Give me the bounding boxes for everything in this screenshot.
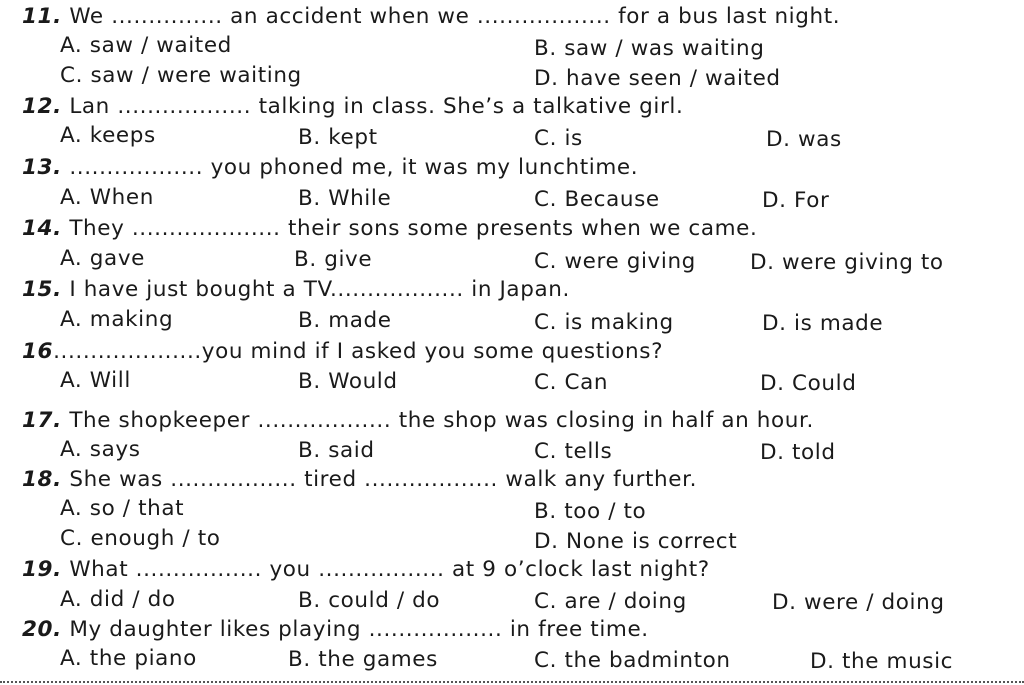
question-13 xyxy=(0,155,638,181)
option-b: B. give xyxy=(294,247,373,272)
option-b: B. kept xyxy=(298,125,378,150)
option-a: A. gave xyxy=(60,246,145,271)
option-d: D. the music xyxy=(810,649,954,674)
question-16 xyxy=(0,339,663,365)
question-text: .................. you phoned me, it was my lunchtime. xyxy=(69,155,639,180)
option-d: D. was xyxy=(766,127,842,152)
option-b: B. could / do xyxy=(298,588,441,613)
option-c: C. the badminton xyxy=(534,648,731,673)
question-number: 18. xyxy=(22,467,62,492)
question-text: ....................you mind if I asked you some questions? xyxy=(53,339,664,364)
option-d: D. were giving to xyxy=(750,250,944,275)
option-c: C. tells xyxy=(534,439,613,464)
option-b: B. said xyxy=(298,438,375,463)
option-c: C. Because xyxy=(534,187,660,212)
option-a: A. saw / waited xyxy=(60,33,232,58)
option-c: C. were giving xyxy=(534,249,696,274)
bottom-dotted-rule xyxy=(0,681,1024,683)
question-number: 13. xyxy=(22,155,62,180)
option-c: C. enough / to xyxy=(60,526,221,551)
option-a: A. says xyxy=(60,437,141,462)
question-18 xyxy=(0,467,697,493)
question-text: Lan .................. talking in class. She’s a talkative girl. xyxy=(69,94,684,119)
option-b: B. Would xyxy=(298,369,398,394)
option-c: C. is xyxy=(534,126,583,151)
option-c: C. is making xyxy=(534,310,674,335)
question-number: 17. xyxy=(22,408,62,433)
option-a: A. the piano xyxy=(60,646,197,671)
question-19 xyxy=(0,557,710,583)
question-number: 12. xyxy=(22,94,62,119)
option-a: A. keeps xyxy=(60,123,156,148)
question-11 xyxy=(0,4,840,30)
option-b: B. While xyxy=(298,186,392,211)
question-text: The shopkeeper .................. the shop was closing in half an hour. xyxy=(69,408,814,433)
question-text: We ............... an accident when we .................. for a bus last night. xyxy=(69,4,841,29)
option-c: C. are / doing xyxy=(534,589,687,614)
question-text: She was ................. tired .................. walk any further. xyxy=(69,467,697,492)
option-d: D. None is correct xyxy=(534,529,738,554)
question-text: I have just bought a TV.................. in Japan. xyxy=(69,277,570,302)
question-number: 14. xyxy=(22,216,62,241)
option-d: D. is made xyxy=(762,311,884,336)
question-text: What ................. you ................. at 9 o’clock last night? xyxy=(69,557,710,582)
option-d: D. told xyxy=(760,440,836,465)
option-b: B. saw / was waiting xyxy=(534,36,765,61)
question-14 xyxy=(0,216,757,242)
option-d: D. were / doing xyxy=(772,590,945,615)
option-b: B. too / to xyxy=(534,499,647,524)
question-number: 15. xyxy=(22,277,62,302)
option-a: A. Will xyxy=(60,368,131,393)
question-number: 11. xyxy=(22,4,62,29)
question-number: 20. xyxy=(22,617,62,642)
question-text: My daughter likes playing .................. in free time. xyxy=(69,617,649,642)
option-a: A. When xyxy=(60,185,154,210)
option-d: D. Could xyxy=(760,371,857,396)
question-17 xyxy=(0,408,814,434)
option-a: A. making xyxy=(60,307,174,332)
option-b: B. made xyxy=(298,308,392,333)
question-text: They .................... their sons some presents when we came. xyxy=(69,216,758,241)
question-20 xyxy=(0,617,649,643)
option-d: D. For xyxy=(762,188,830,213)
question-number: 16 xyxy=(22,339,54,364)
question-15 xyxy=(0,277,570,303)
option-d: D. have seen / waited xyxy=(534,66,781,91)
question-12 xyxy=(0,94,683,120)
option-a: A. did / do xyxy=(60,587,176,612)
option-a: A. so / that xyxy=(60,496,185,521)
option-c: C. Can xyxy=(534,370,609,395)
option-b: B. the games xyxy=(288,647,438,672)
question-number: 19. xyxy=(22,557,62,582)
option-c: C. saw / were waiting xyxy=(60,63,302,88)
